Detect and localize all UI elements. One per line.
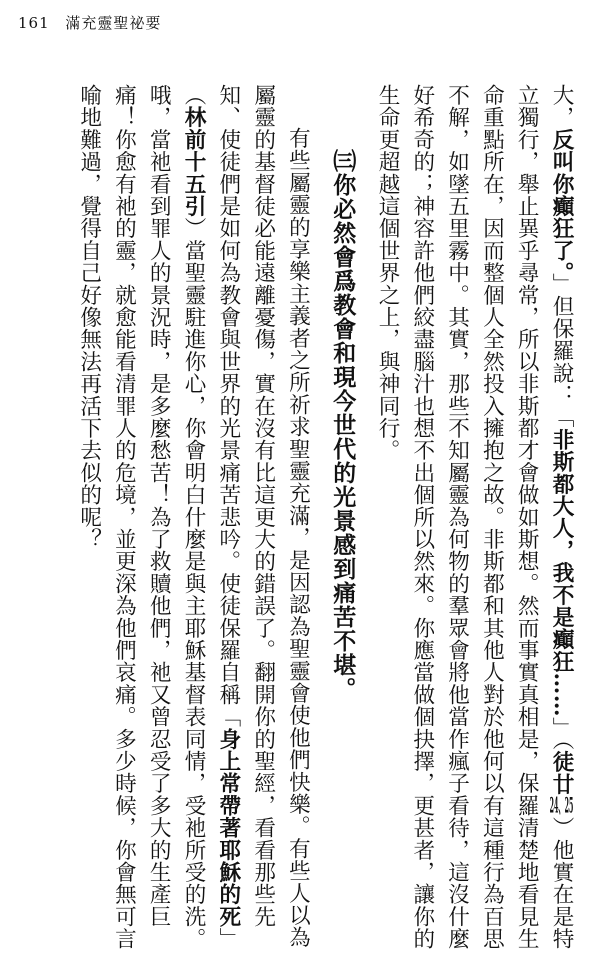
text-segment: 」（	[181, 84, 241, 950]
text-segment: 身上常帶著耶穌的死	[215, 727, 241, 928]
section-heading	[314, 84, 369, 950]
text-segment: 」但保羅說：「	[549, 273, 574, 429]
page-header	[18, 12, 161, 33]
paragraph-holy-spirit	[71, 84, 315, 950]
page-body	[8, 84, 578, 950]
text-segment: 林前十五引	[181, 106, 207, 218]
running-book-title: 滿充靈聖祕要	[65, 14, 162, 32]
text-segment: 大，	[549, 84, 574, 129]
paragraph-acts	[369, 84, 578, 950]
text-segment: 反叫你癲狂了。	[549, 128, 574, 274]
text-segment: ）當聖靈駐進你心，你會明白什麼是與主耶穌基督表同情，受祂所受的洗。哦，當祂看到罪人的景況時，是多麼愁苦！為了救贖他們，祂又曾忍受了多大的生產巨痛！你愈有祂的靈，就愈能看清罪人的危境，並更深為他們哀痛。多少時候，你會無可言喻地難過，覺得自己好像無法再活下去似的呢？	[76, 84, 207, 950]
text-segment: ）他實在是特立獨行，舉止異乎尋常，所以非斯都才會做如斯想。然而事實真相是，保羅清楚地看見生命重點所在，因而整個人全然投入擁抱之故。非斯都和其他人對於他何以有這種行為百思不解，如墜五里霧中。其實，那些不知屬靈為何物的羣眾會將他當作瘋子看待，這沒什麼好希奇的；神容許他們絞盡腦汁也想不出個所以然來。你應當做個抉擇，更甚者，讓你的生命更超越這個世界之上，與神同行。	[375, 84, 574, 950]
text-segment: 徒廿	[549, 750, 574, 796]
text-segment: 非斯都大人，我不是癲狂……	[549, 428, 574, 718]
text-segment: 有些屬靈的享樂主義者之所祈求聖靈充滿，是因認為聖靈會使他們快樂。有些人以為屬靈的基督徒必能遠離憂傷，實在沒有比這更大的錯誤了。翻開你的聖經，看看那些先知、使徒們是如何為教會與世界的光景痛苦悲吟。使徒保羅自稱「	[215, 84, 311, 949]
text-segment: ㈢你必然會爲教會和現今世代的光景感到痛苦不堪。	[329, 149, 356, 701]
text-segment: 24、25	[549, 795, 574, 817]
page-number: 161	[18, 14, 50, 32]
text-segment: 」（	[549, 717, 574, 751]
